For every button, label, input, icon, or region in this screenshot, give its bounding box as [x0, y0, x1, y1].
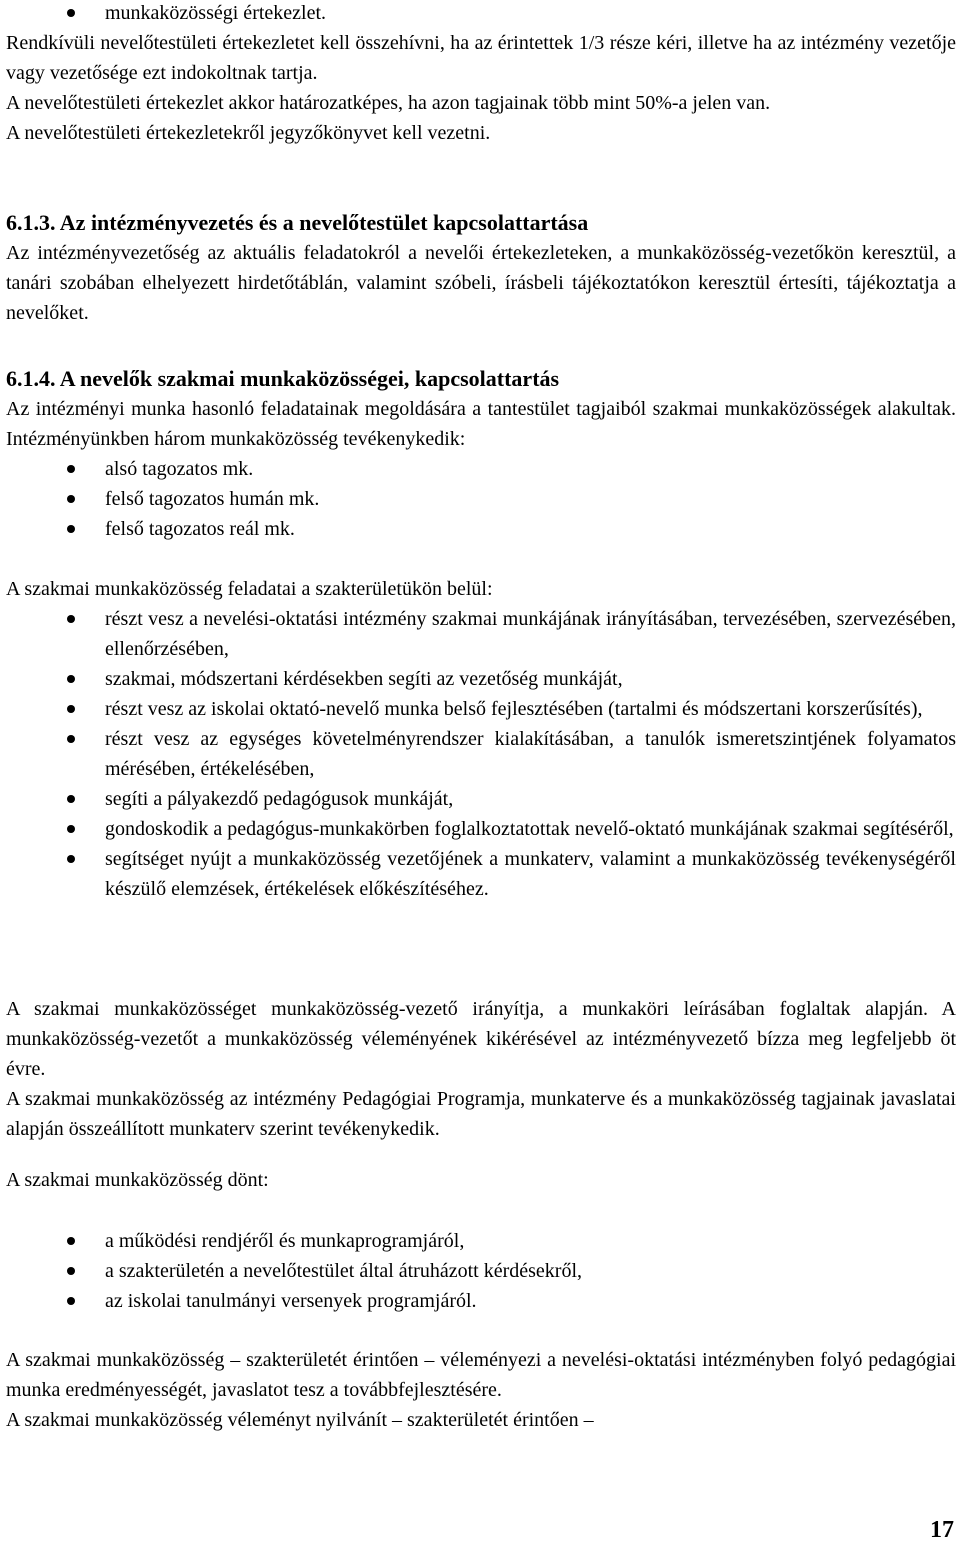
bullet-icon — [67, 615, 75, 623]
bullet-icon — [67, 525, 75, 533]
bullet-icon — [67, 1297, 75, 1305]
list-item: alsó tagozatos mk. — [6, 454, 956, 484]
intro-block — [6, 0, 956, 148]
list-item: munkaközösségi értekezlet. — [6, 0, 956, 28]
bullet-icon — [67, 465, 75, 473]
list-item: szakmai, módszertani kérdésekben segíti az vezetőség munkáját, — [6, 664, 956, 694]
bullet-icon — [67, 855, 75, 863]
list-item: felső tagozatos humán mk. — [6, 484, 956, 514]
community-list — [6, 454, 956, 544]
list-item: az iskolai tanulmányi versenyek programjáról. — [6, 1286, 956, 1316]
paragraph: A szakmai munkaközösség véleményt nyilvánít – szakterületét érintően – — [6, 1409, 594, 1431]
bullet-icon — [67, 735, 75, 743]
paragraph: A szakmai munkaközösség dönt: — [6, 1169, 269, 1191]
tasks-block — [6, 574, 956, 904]
paragraph: A szakmai munkaközösség az intézmény Pedagógiai Programja, munkaterve és a munkaközösség tagjainak javaslatai alapján összeállított munkaterv szerint tevékenykedik. — [6, 1088, 956, 1140]
tasks-list — [6, 604, 956, 904]
paragraph: Az intézményi munka hasonló feladatainak megoldására a tantestület tagjaiból szakmai munkaközösségek alakultak. Intézményünkben három munkaközösség tevékenykedik: — [6, 398, 956, 450]
bullet-icon — [67, 1267, 75, 1275]
bullet-icon — [67, 705, 75, 713]
list-item: segíti a pályakezdő pedagógusok munkáját, — [6, 784, 956, 814]
bullet-icon — [67, 825, 75, 833]
list-item: részt vesz az iskolai oktató-nevelő munka belső fejlesztésében (tartalmi és módszertani korszerűsítés), — [6, 694, 956, 724]
section-6-1-3 — [6, 208, 956, 328]
list-item: a működési rendjéről és munkaprogramjáról, — [6, 1226, 956, 1256]
paragraph: A nevelőtestületi értekezletekről jegyzőkönyvet kell vezetni. — [6, 122, 491, 144]
list-item: felső tagozatos reál mk. — [6, 514, 956, 544]
paragraph: A szakmai munkaközösséget munkaközösség-vezető irányítja, a munkaköri leírásában foglaltak alapján. A munkaközösség-vezetőt a munkaközösség véleményének kikérésével az intézményvezető bízza meg legfeljebb öt évre. — [6, 998, 956, 1080]
decides-block — [6, 1226, 956, 1316]
closing-block — [6, 1345, 956, 1435]
section-heading: 6.1.3. Az intézményvezetés és a nevelőtestület kapcsolattartása — [6, 210, 589, 235]
paragraph: A szakmai munkaközösség feladatai a szakterületükön belül: — [6, 578, 493, 600]
decides-intro-block — [6, 1165, 956, 1195]
paragraph: Rendkívüli nevelőtestületi értekezletet kell összehívni, ha az érintettek 1/3 része kéri, illetve ha az intézmény vezetője vagy vezetősége ezt indokoltnak tartja. — [6, 32, 956, 84]
section-6-1-4 — [6, 364, 956, 544]
bullet-icon — [67, 495, 75, 503]
decides-list — [6, 1226, 956, 1316]
list-item: segítséget nyújt a munkaközösség vezetőjének a munkaterv, valamint a munkaközösség tevékenységéről készülő elemzések, értékelések előkészítéséhez. — [6, 844, 956, 904]
paragraph: A szakmai munkaközösség – szakterületét érintően – véleményezi a nevelési-oktatási intézményben folyó pedagógiai munka eredményességét, javaslatot tesz a továbbfejlesztésére. — [6, 1349, 956, 1401]
page-number: 17 — [930, 1517, 954, 1543]
paragraph: A nevelőtestületi értekezlet akkor határozatképes, ha azon tagjainak több mint 50%-a jelen van. — [6, 92, 771, 114]
bullet-icon — [67, 1237, 75, 1245]
bullet-icon — [67, 675, 75, 683]
list-item: a szakterületén a nevelőtestület által átruházott kérdésekről, — [6, 1256, 956, 1286]
intro-bullet-list — [6, 0, 956, 28]
section-heading: 6.1.4. A nevelők szakmai munkaközösségei, kapcsolattartás — [6, 366, 560, 391]
leader-block — [6, 994, 956, 1144]
paragraph: Az intézményvezetőség az aktuális feladatokról a nevelői értekezleteken, a munkaközösség-vezetőkön keresztül, a tanári szobában elhelyezett hirdetőtáblán, valamint szóbeli, írásbeli tájékoztatókon keresztül értesíti, tájékoztatja a nevelőket. — [6, 242, 956, 324]
bullet-icon — [67, 9, 75, 17]
list-item: részt vesz a nevelési-oktatási intézmény szakmai munkájának irányításában, tervezésében, szervezésében, ellenőrzésében, — [6, 604, 956, 664]
bullet-icon — [67, 795, 75, 803]
list-item: részt vesz az egységes követelményrendszer kialakításában, a tanulók ismeretszintjének folyamatos mérésében, értékelésében, — [6, 724, 956, 784]
list-item: gondoskodik a pedagógus-munkakörben foglalkoztatottak nevelő-oktató munkájának szakmai segítéséről, — [6, 814, 956, 844]
